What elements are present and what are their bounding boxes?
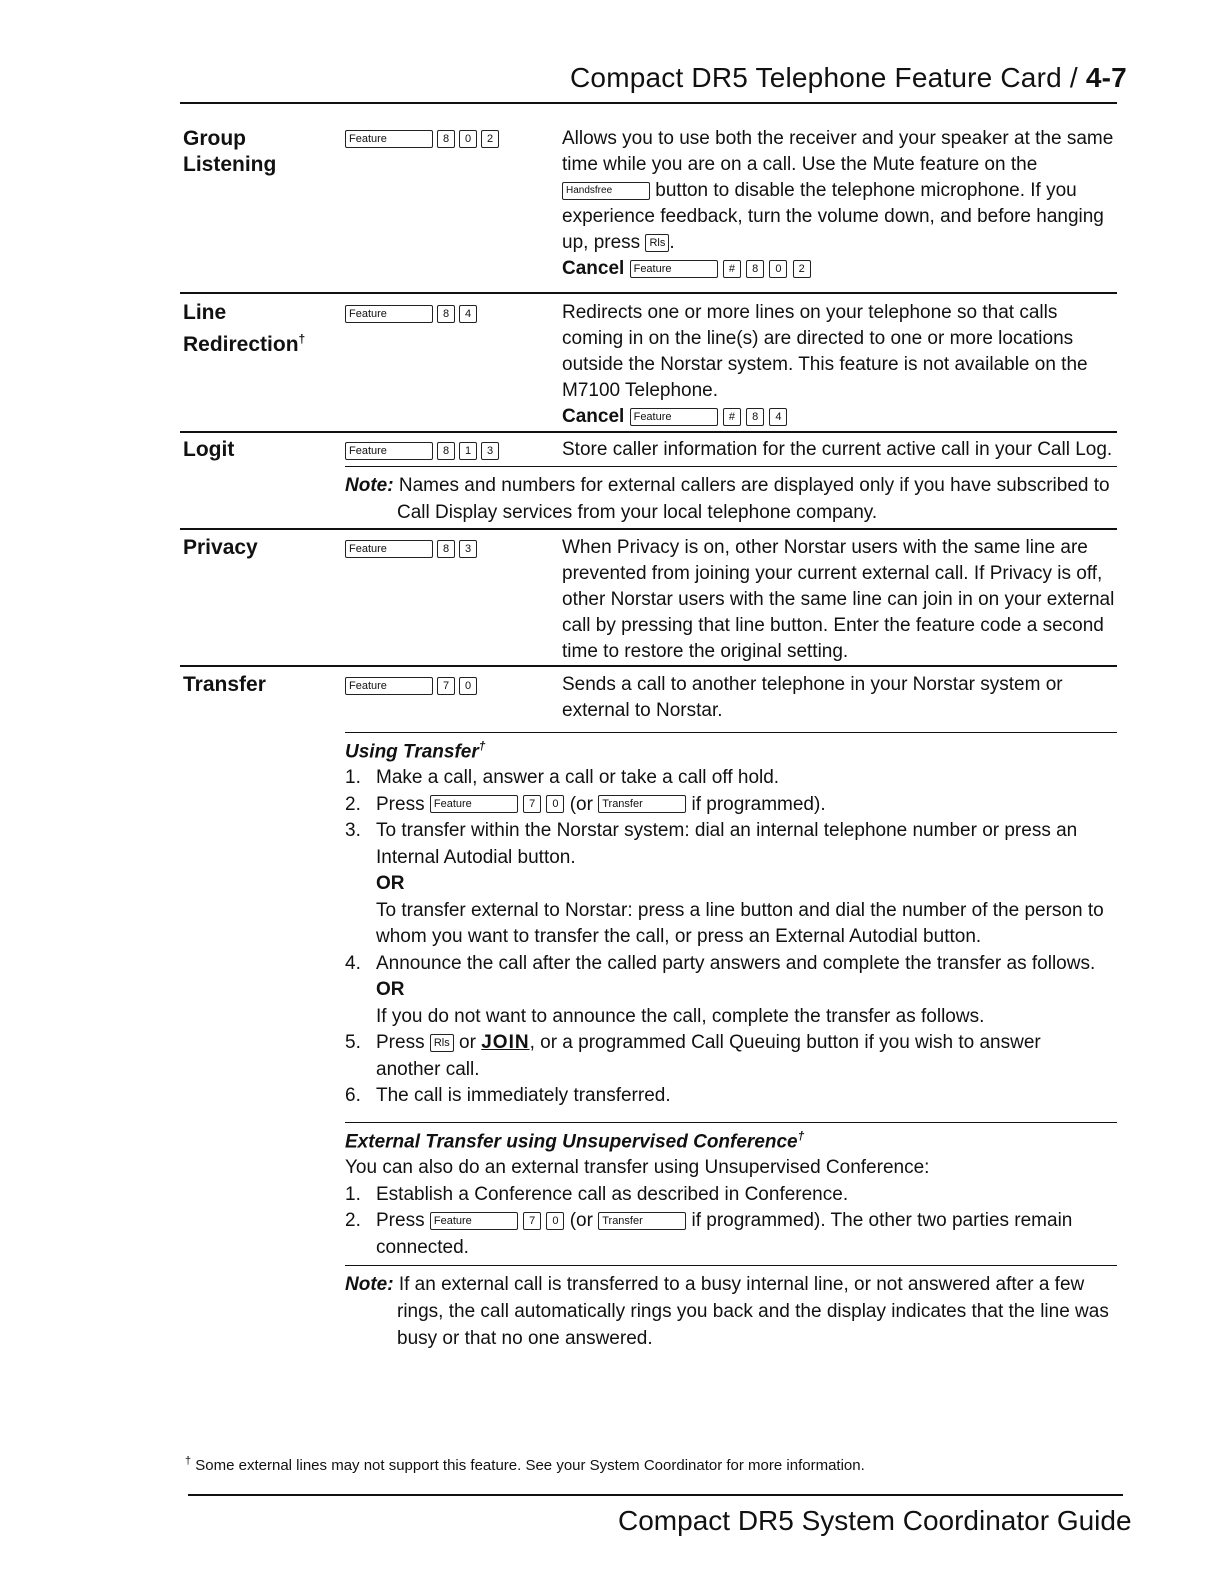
desc-line: Redirects one or more lines on your telephone so that calls xyxy=(562,302,1058,323)
intro-text: You can also do an external transfer using Unsupervised Conference: xyxy=(345,1157,930,1178)
digit-key: 4 xyxy=(769,408,787,426)
using-transfer-steps xyxy=(345,765,1125,1110)
dagger-mark: † xyxy=(298,332,306,346)
feature-name-privacy: Privacy xyxy=(183,536,258,559)
desc-line: outside the Norstar system. This feature is not available on the xyxy=(562,354,1088,375)
header-rule xyxy=(180,102,1117,104)
step-text xyxy=(376,1208,1125,1261)
page-title-text: Compact DR5 Telephone Feature Card / xyxy=(570,62,1086,93)
digit-key: 7 xyxy=(523,1212,541,1230)
footer-title: Compact DR5 System Coordinator Guide xyxy=(618,1505,1132,1536)
digit-key: 0 xyxy=(546,1212,564,1230)
step-item xyxy=(345,1083,1125,1110)
desc-line: Store caller information for the current active call in your Call Log. xyxy=(562,439,1113,460)
step-text-part: Press xyxy=(376,1032,425,1053)
step-item xyxy=(345,1182,1125,1209)
note-logit xyxy=(345,472,1120,526)
step-text xyxy=(376,1030,1125,1083)
digit-key: 8 xyxy=(746,260,764,278)
section-rule xyxy=(180,665,1117,667)
feature-key: Feature xyxy=(345,130,433,148)
feature-key: Feature xyxy=(430,795,518,813)
page-number: 4-7 xyxy=(1085,62,1127,93)
note-text: Call Display services from your local telephone company. xyxy=(397,502,878,523)
footnote xyxy=(185,1455,865,1474)
step-text-part: if programmed). xyxy=(691,793,826,815)
desc-line: Sends a call to another telephone in your Norstar system or xyxy=(562,674,1063,695)
rls-key: Rls xyxy=(645,234,669,252)
digit-key: 8 xyxy=(437,442,455,460)
dagger-mark: † xyxy=(478,739,486,753)
feature-key: Feature xyxy=(630,260,718,278)
digit-key: 8 xyxy=(746,408,764,426)
note-rule xyxy=(345,466,1117,467)
subsection-rule xyxy=(345,1122,1117,1123)
note-rule xyxy=(345,1265,1117,1266)
step-number: 5. xyxy=(345,1032,361,1053)
note-text: busy or that no one answered. xyxy=(397,1328,653,1349)
feature-code-logit xyxy=(345,442,499,460)
digit-key: 8 xyxy=(437,130,455,148)
desc-text: button to disable the telephone microphone. If you xyxy=(655,180,1077,201)
dagger-mark: † xyxy=(185,1455,192,1467)
step-number: 6. xyxy=(345,1085,361,1106)
step-text-part: To transfer external to Norstar: press a line button and dial the number of the person to xyxy=(376,899,1104,921)
description-privacy xyxy=(562,535,1122,665)
section-rule xyxy=(180,431,1117,433)
step-text-part: whom you want to transfer the call, or press an External Autodial button. xyxy=(376,926,982,947)
step-text-part: , or a programmed Call Queuing button if you wish to answer xyxy=(529,1032,1041,1053)
external-transfer-steps xyxy=(345,1155,1125,1261)
step-number: 4. xyxy=(345,952,361,974)
digit-key: 8 xyxy=(437,305,455,323)
step-text-part: (or xyxy=(569,793,593,815)
step-text-part: or xyxy=(459,1032,476,1053)
transfer-key: Transfer xyxy=(598,795,686,813)
footnote-text: Some external lines may not support this feature. See your System Coordinator for more information. xyxy=(191,1457,865,1474)
heading-text: External Transfer using Unsupervised Conference xyxy=(345,1131,798,1153)
step-text-part: Press xyxy=(376,1210,425,1231)
step-number: 1. xyxy=(345,767,361,788)
note-label: Note: xyxy=(345,475,394,496)
step-text-part: Press xyxy=(376,793,425,815)
description-group-listening xyxy=(562,126,1122,282)
feature-code-group-listening xyxy=(345,130,499,148)
digit-key: 0 xyxy=(546,795,564,813)
section-rule xyxy=(180,292,1117,294)
feature-name-group-listening xyxy=(183,126,276,178)
desc-line: call by pressing that line button. Enter the feature code a second xyxy=(562,615,1104,636)
desc-line: coming in on the line(s) are directed to one or more locations xyxy=(562,328,1074,349)
feature-key: Feature xyxy=(345,540,433,558)
step-text: Make a call, answer a call or take a call off hold. xyxy=(376,767,780,788)
step-item xyxy=(345,951,1125,978)
cancel-line xyxy=(562,404,1122,430)
feature-code-line-redirection xyxy=(345,305,477,323)
heading-text: Using Transfer xyxy=(345,741,479,763)
step-item xyxy=(345,818,1125,871)
hash-key: # xyxy=(723,408,741,426)
desc-line: When Privacy is on, other Norstar users with the same line are xyxy=(562,537,1088,558)
desc-line: external to Norstar. xyxy=(562,700,723,721)
handsfree-key: Handsfree xyxy=(562,182,650,200)
feature-code-transfer xyxy=(345,677,477,695)
subsection-rule xyxy=(345,732,1117,733)
feature-key: Feature xyxy=(345,442,433,460)
cancel-line xyxy=(562,256,1122,282)
desc-line: experience feedback, turn the volume down, and before hanging xyxy=(562,206,1104,227)
digit-key: 3 xyxy=(481,442,499,460)
step-text-part: connected. xyxy=(376,1236,469,1258)
step-text-part: To transfer within the Norstar system: dial an internal telephone number or press an xyxy=(376,820,1078,841)
step-continuation xyxy=(345,898,1125,951)
page-title xyxy=(570,62,1127,94)
step-text xyxy=(376,818,1125,871)
desc-line xyxy=(562,230,1122,256)
using-transfer-heading xyxy=(345,739,485,763)
step-continuation: If you do not want to announce the call, complete the transfer as follows. xyxy=(376,1005,985,1027)
transfer-key: Transfer xyxy=(598,1212,686,1230)
step-text-part: if programmed). The other two parties remain xyxy=(691,1210,1073,1231)
feature-name-text: Redirection xyxy=(183,333,299,356)
step-text: The call is immediately transferred. xyxy=(376,1085,671,1106)
step-number: 3. xyxy=(345,820,361,841)
step-number: 2. xyxy=(345,1210,361,1231)
desc-line: M7100 Telephone. xyxy=(562,380,718,401)
feature-code-privacy xyxy=(345,540,477,558)
desc-line: other Norstar users with the same line can join in on your external xyxy=(562,589,1115,610)
feature-key: Feature xyxy=(630,408,718,426)
hash-key: # xyxy=(723,260,741,278)
desc-line xyxy=(562,178,1122,204)
digit-key: 3 xyxy=(459,540,477,558)
feature-name-line2: Listening xyxy=(183,153,277,176)
digit-key: 1 xyxy=(459,442,477,460)
note-label: Note: xyxy=(345,1274,394,1295)
digit-key: 7 xyxy=(523,795,541,813)
step-item xyxy=(345,792,1125,819)
step-text-part: another call. xyxy=(376,1058,480,1080)
desc-text: up, press xyxy=(562,232,641,253)
desc-line: time to restore the original setting. xyxy=(562,641,849,662)
cancel-label: Cancel xyxy=(562,258,625,279)
feature-name-line1: Group xyxy=(183,127,246,150)
join-softkey: JOIN xyxy=(481,1032,530,1053)
feature-name-line2 xyxy=(183,326,305,358)
step-text: Establish a Conference call as described in Conference. xyxy=(376,1183,849,1205)
digit-key: 7 xyxy=(437,677,455,695)
note-text: If an external call is transferred to a busy internal line, or not answered after a few xyxy=(393,1274,1085,1295)
feature-name-line1: Line xyxy=(183,301,227,324)
description-transfer xyxy=(562,672,1122,724)
step-number: 2. xyxy=(345,793,361,815)
dagger-mark: † xyxy=(797,1129,805,1143)
or-label: OR xyxy=(376,873,405,894)
desc-line: prevented from joining your current external call. If Privacy is off, xyxy=(562,563,1103,584)
step-item xyxy=(345,1030,1125,1083)
digit-key: 4 xyxy=(459,305,477,323)
rls-key: Rls xyxy=(430,1034,454,1052)
desc-line: time while you are on a call. Use the Mute feature on the xyxy=(562,154,1038,175)
footer-rule xyxy=(188,1494,1123,1496)
step-text: Announce the call after the called party answers and complete the transfer as follows. xyxy=(376,952,1096,974)
step-text-part: (or xyxy=(569,1210,593,1231)
description-logit xyxy=(562,437,1128,463)
feature-name-line-redirection xyxy=(183,300,305,358)
digit-key: 0 xyxy=(459,130,477,148)
step-text-part: Internal Autodial button. xyxy=(376,846,576,868)
description-line-redirection xyxy=(562,300,1122,430)
digit-key: 0 xyxy=(459,677,477,695)
section-rule xyxy=(180,528,1117,530)
note-text: rings, the call automatically rings you back and the display indicates that the line was xyxy=(397,1301,1109,1322)
digit-key: 0 xyxy=(769,260,787,278)
digit-key: 8 xyxy=(437,540,455,558)
step-item xyxy=(345,1208,1125,1261)
step-text xyxy=(376,792,1125,819)
note-transfer xyxy=(345,1271,1120,1352)
feature-name-transfer: Transfer xyxy=(183,673,266,696)
step-number: 1. xyxy=(345,1183,361,1205)
feature-key: Feature xyxy=(345,677,433,695)
feature-key: Feature xyxy=(430,1212,518,1230)
note-text: Names and numbers for external callers are displayed only if you have subscribed to xyxy=(393,475,1110,496)
desc-line: Allows you to use both the receiver and your speaker at the same xyxy=(562,128,1114,149)
external-transfer-heading xyxy=(345,1129,804,1153)
desc-text: . xyxy=(669,232,675,253)
digit-key: 2 xyxy=(481,130,499,148)
feature-key: Feature xyxy=(345,305,433,323)
feature-name-logit: Logit xyxy=(183,438,235,461)
digit-key: 2 xyxy=(793,260,811,278)
cancel-label: Cancel xyxy=(562,406,625,427)
or-label: OR xyxy=(376,979,405,1000)
step-item xyxy=(345,765,1125,792)
